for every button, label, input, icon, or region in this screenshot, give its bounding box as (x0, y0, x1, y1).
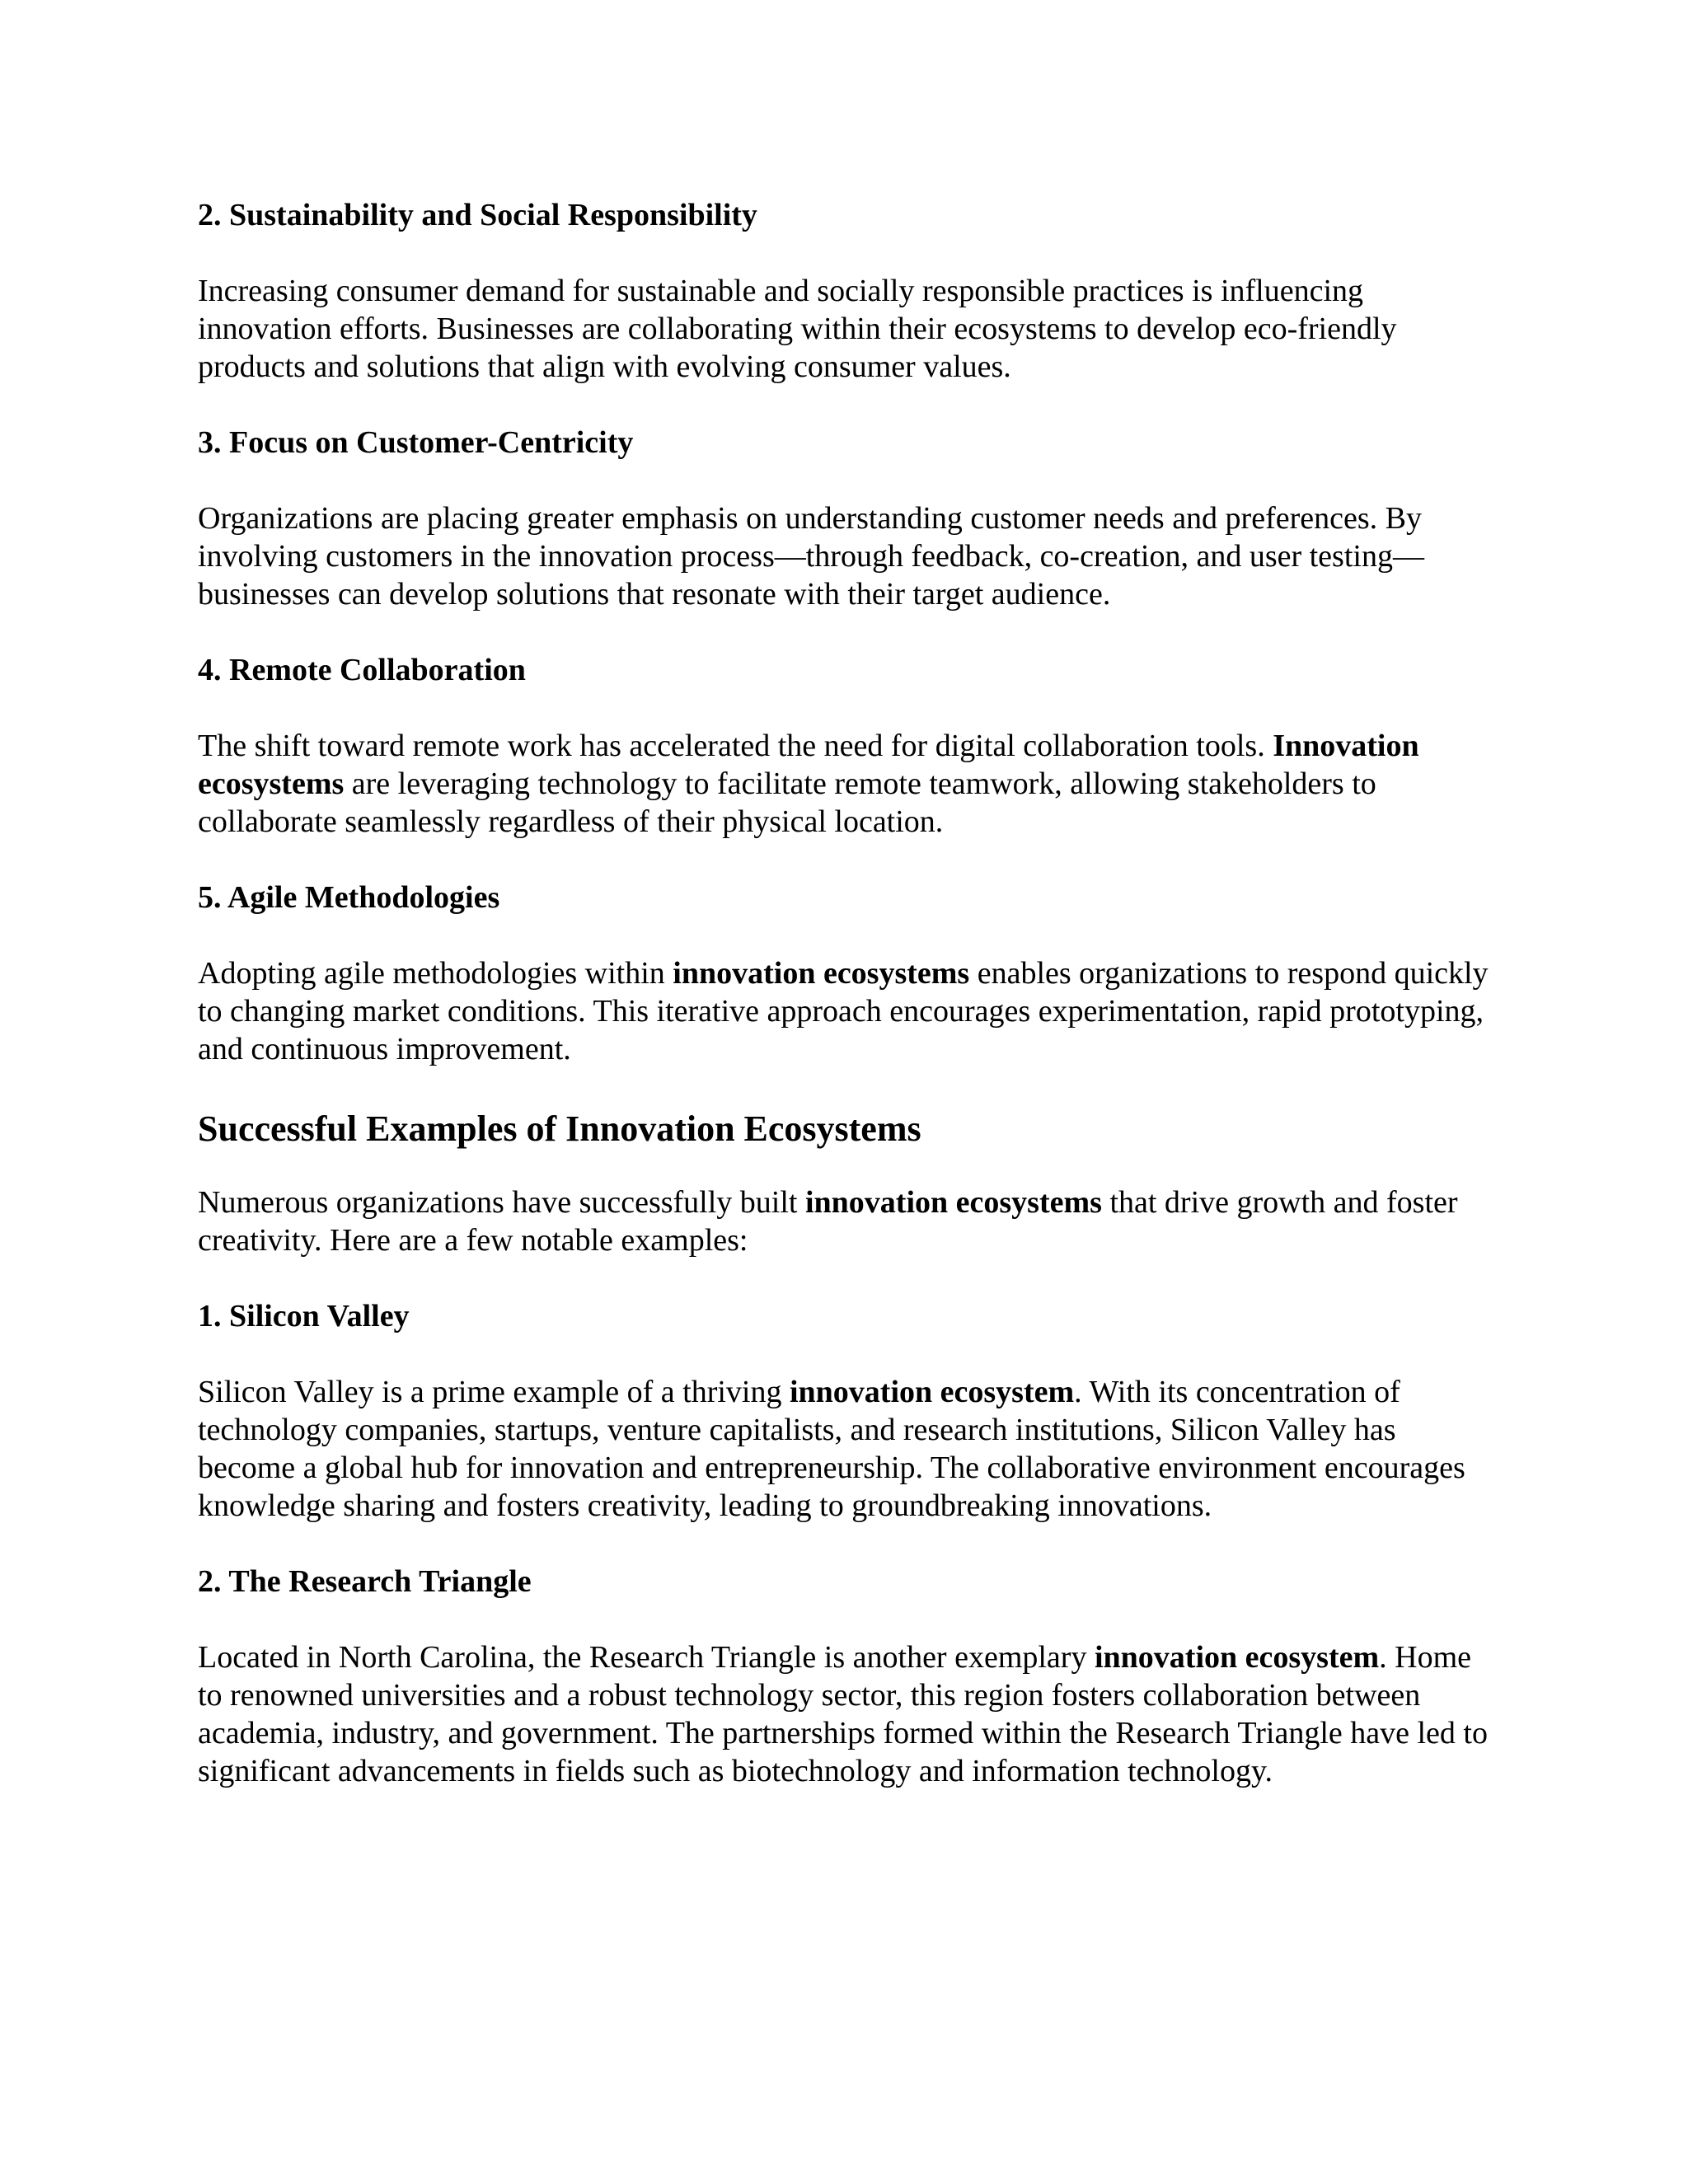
paragraph-agile-methodologies (198, 954, 1500, 1068)
bold-term: Innovation ecosystems (198, 729, 1419, 801)
text-run: Organizations are placing greater emphasis on understanding customer needs and preferences. By involving customers in the innovation process—through feedback, co-creation, and user testing—businesses can develop solutions that resonate with their target audience. (198, 501, 1424, 612)
text-run: . With its concentration of technology companies, startups, venture capitalists, and research institutions, Silicon Valley has become a global hub for innovation and entrepreneurship. The collaborative environment encourages knowledge sharing and fosters creativity, leading to groundbreaking innovations. (198, 1375, 1465, 1523)
heading-research-triangle: 2. The Research Triangle (198, 1564, 532, 1599)
heading-agile-methodologies: 5. Agile Methodologies (198, 880, 500, 915)
text-run: Increasing consumer demand for sustainable and socially responsible practices is influencing innovation efforts. Businesses are collaborating within their ecosystems to develop eco-friendly products and solutions that align with evolving consumer values. (198, 274, 1397, 384)
heading-sustainability: 2. Sustainability and Social Responsibility (198, 198, 757, 232)
text-run: Numerous organizations have successfully built (198, 1185, 805, 1220)
paragraph-examples-intro (198, 1183, 1500, 1259)
paragraph-sustainability (198, 272, 1500, 386)
text-run: enables organizations to respond quickly to changing market conditions. This iterative approach encourages experimentation, rapid prototyping, and continuous improvement. (198, 956, 1489, 1066)
bold-term: innovation ecosystem (1094, 1640, 1380, 1675)
paragraph-remote-collaboration (198, 727, 1500, 841)
document-body (198, 196, 1500, 1828)
text-run: The shift toward remote work has accelerated the need for digital collaboration tools. (198, 729, 1273, 763)
text-run: Silicon Valley is a prime example of a thriving (198, 1375, 790, 1409)
text-run: that drive growth and foster creativity. Here are a few notable examples: (198, 1185, 1458, 1258)
heading-customer-centricity: 3. Focus on Customer-Centricity (198, 425, 634, 460)
bold-term: innovation ecosystems (804, 1185, 1102, 1220)
heading-silicon-valley: 1. Silicon Valley (198, 1299, 410, 1333)
text-run: are leveraging technology to facilitate remote teamwork, allowing stakeholders to collaborate seamlessly regardless of their physical location. (198, 766, 1376, 839)
text-run: . Home to renowned universities and a robust technology sector, this region fosters collaboration between academia, industry, and government. The partnerships formed within the Research Triangle have led to significant advancements in fields such as biotechnology and information technology. (198, 1640, 1488, 1788)
paragraph-silicon-valley (198, 1373, 1500, 1525)
text-run: Adopting agile methodologies within (198, 956, 673, 991)
text-run: Located in North Carolina, the Research Triangle is another exemplary (198, 1640, 1095, 1675)
paragraph-customer-centricity (198, 499, 1500, 613)
bold-term: innovation ecosystem (789, 1375, 1075, 1409)
bold-term: innovation ecosystems (673, 956, 970, 991)
paragraph-research-triangle (198, 1638, 1500, 1790)
section-title-examples: Successful Examples of Innovation Ecosystems (198, 1108, 921, 1149)
heading-remote-collaboration: 4. Remote Collaboration (198, 653, 526, 687)
